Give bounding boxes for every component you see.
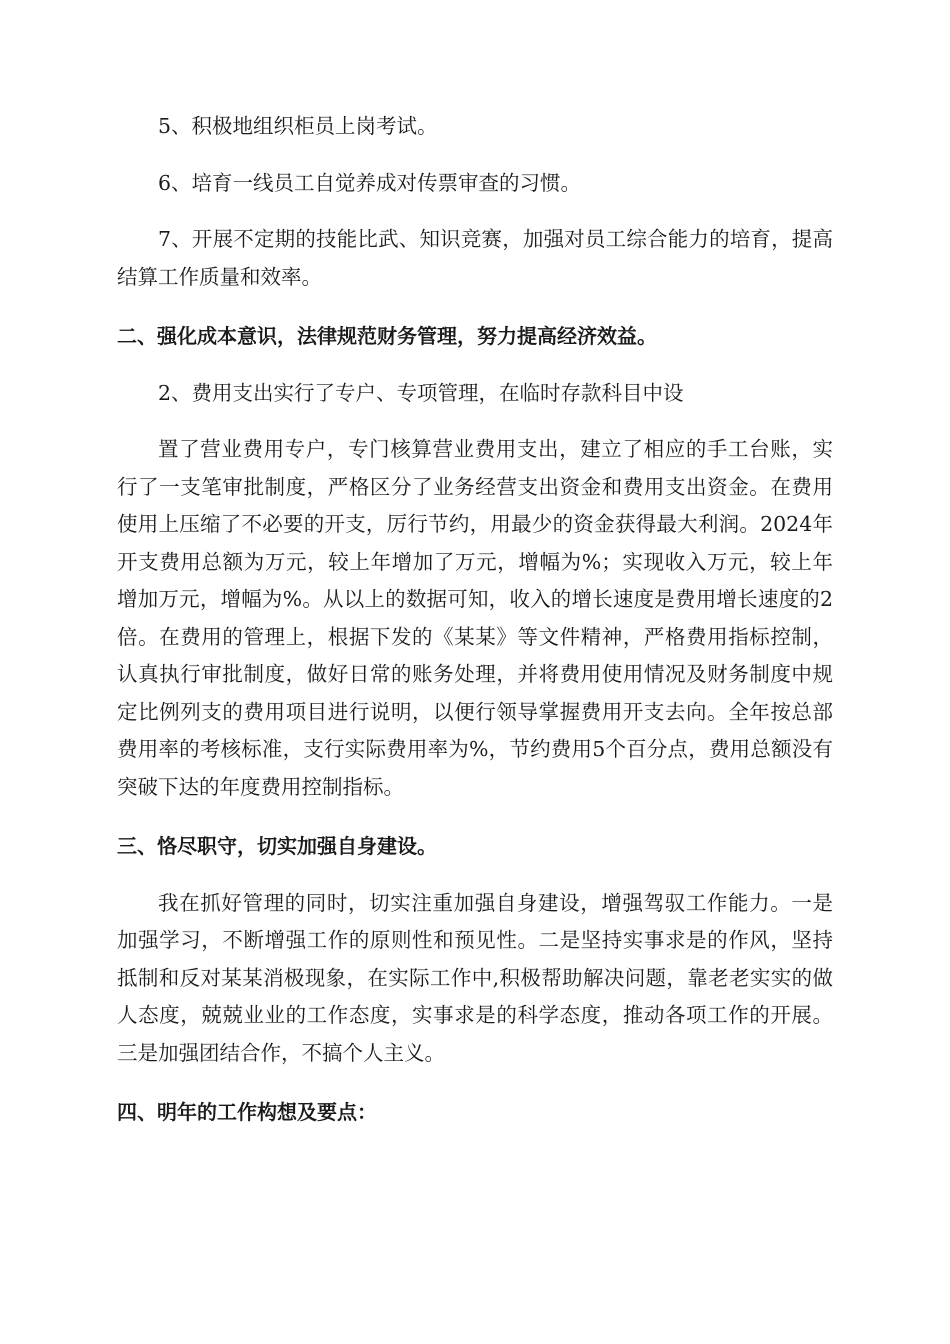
section3-paragraph: 我在抓好管理的同时，切实注重加强自身建设，增强驾驭工作能力。一是加强学习，不断增强工作的原则性和预见性。二是坚持实事求是的作风，坚持抵制和反对某某消极现象，在实际工作中,积极帮助解决问题，靠老老实实的做人态度，兢兢业业的工作态度，实事求是的科学态度，推动各项工作的开展。三是加强团结合作，不搞个人主义。 bbox=[117, 890, 833, 1065]
list-item-7: 7、开展不定期的技能比武、知识竞赛，加强对员工综合能力的培育，提高结算工作质量和效率。 bbox=[117, 227, 833, 289]
section-heading-4: 四、明年的工作构想及要点： bbox=[117, 1100, 377, 1124]
section2-paragraph: 置了营业费用专户，专门核算营业费用支出，建立了相应的手工台账，实行了一支笔审批制度，严格区分了业务经营支出资金和费用支出资金。在费用使用上压缩了不必要的开支，厉行节约，用最少的资金获得最大利润。2024年开支费用总额为万元，较上年增加了万元，增幅为%；实现收入万元，较上年增加万元，增幅为%。从以上的数据可知，收入的增长速度是费用增长速度的2倍。在费用的管理上，根据下发的《某某》等文件精神，严格费用指标控制，认真执行审批制度，做好日常的账务处理，并将费用使用情况及财务制度中规定比例列支的费用项目进行说明，以便行领导掌握费用开支去向。全年按总部费用率的考核标准，支行实际费用率为%，节约费用5个百分点，费用总额没有突破下达的年度费用控制指标。 bbox=[117, 437, 833, 799]
section-heading-3: 三、恪尽职守，切实加强自身建设。 bbox=[117, 834, 437, 858]
section2-item-2: 2、费用支出实行了专户、专项管理，在临时存款科目中设 bbox=[158, 380, 684, 405]
list-item-6: 6、培育一线员工自觉养成对传票审查的习惯。 bbox=[158, 170, 582, 195]
section-heading-2: 二、强化成本意识，法律规范财务管理，努力提高经济效益。 bbox=[117, 324, 657, 348]
document-body bbox=[117, 108, 833, 1132]
list-item-5: 5、积极地组织柜员上岗考试。 bbox=[158, 114, 438, 138]
